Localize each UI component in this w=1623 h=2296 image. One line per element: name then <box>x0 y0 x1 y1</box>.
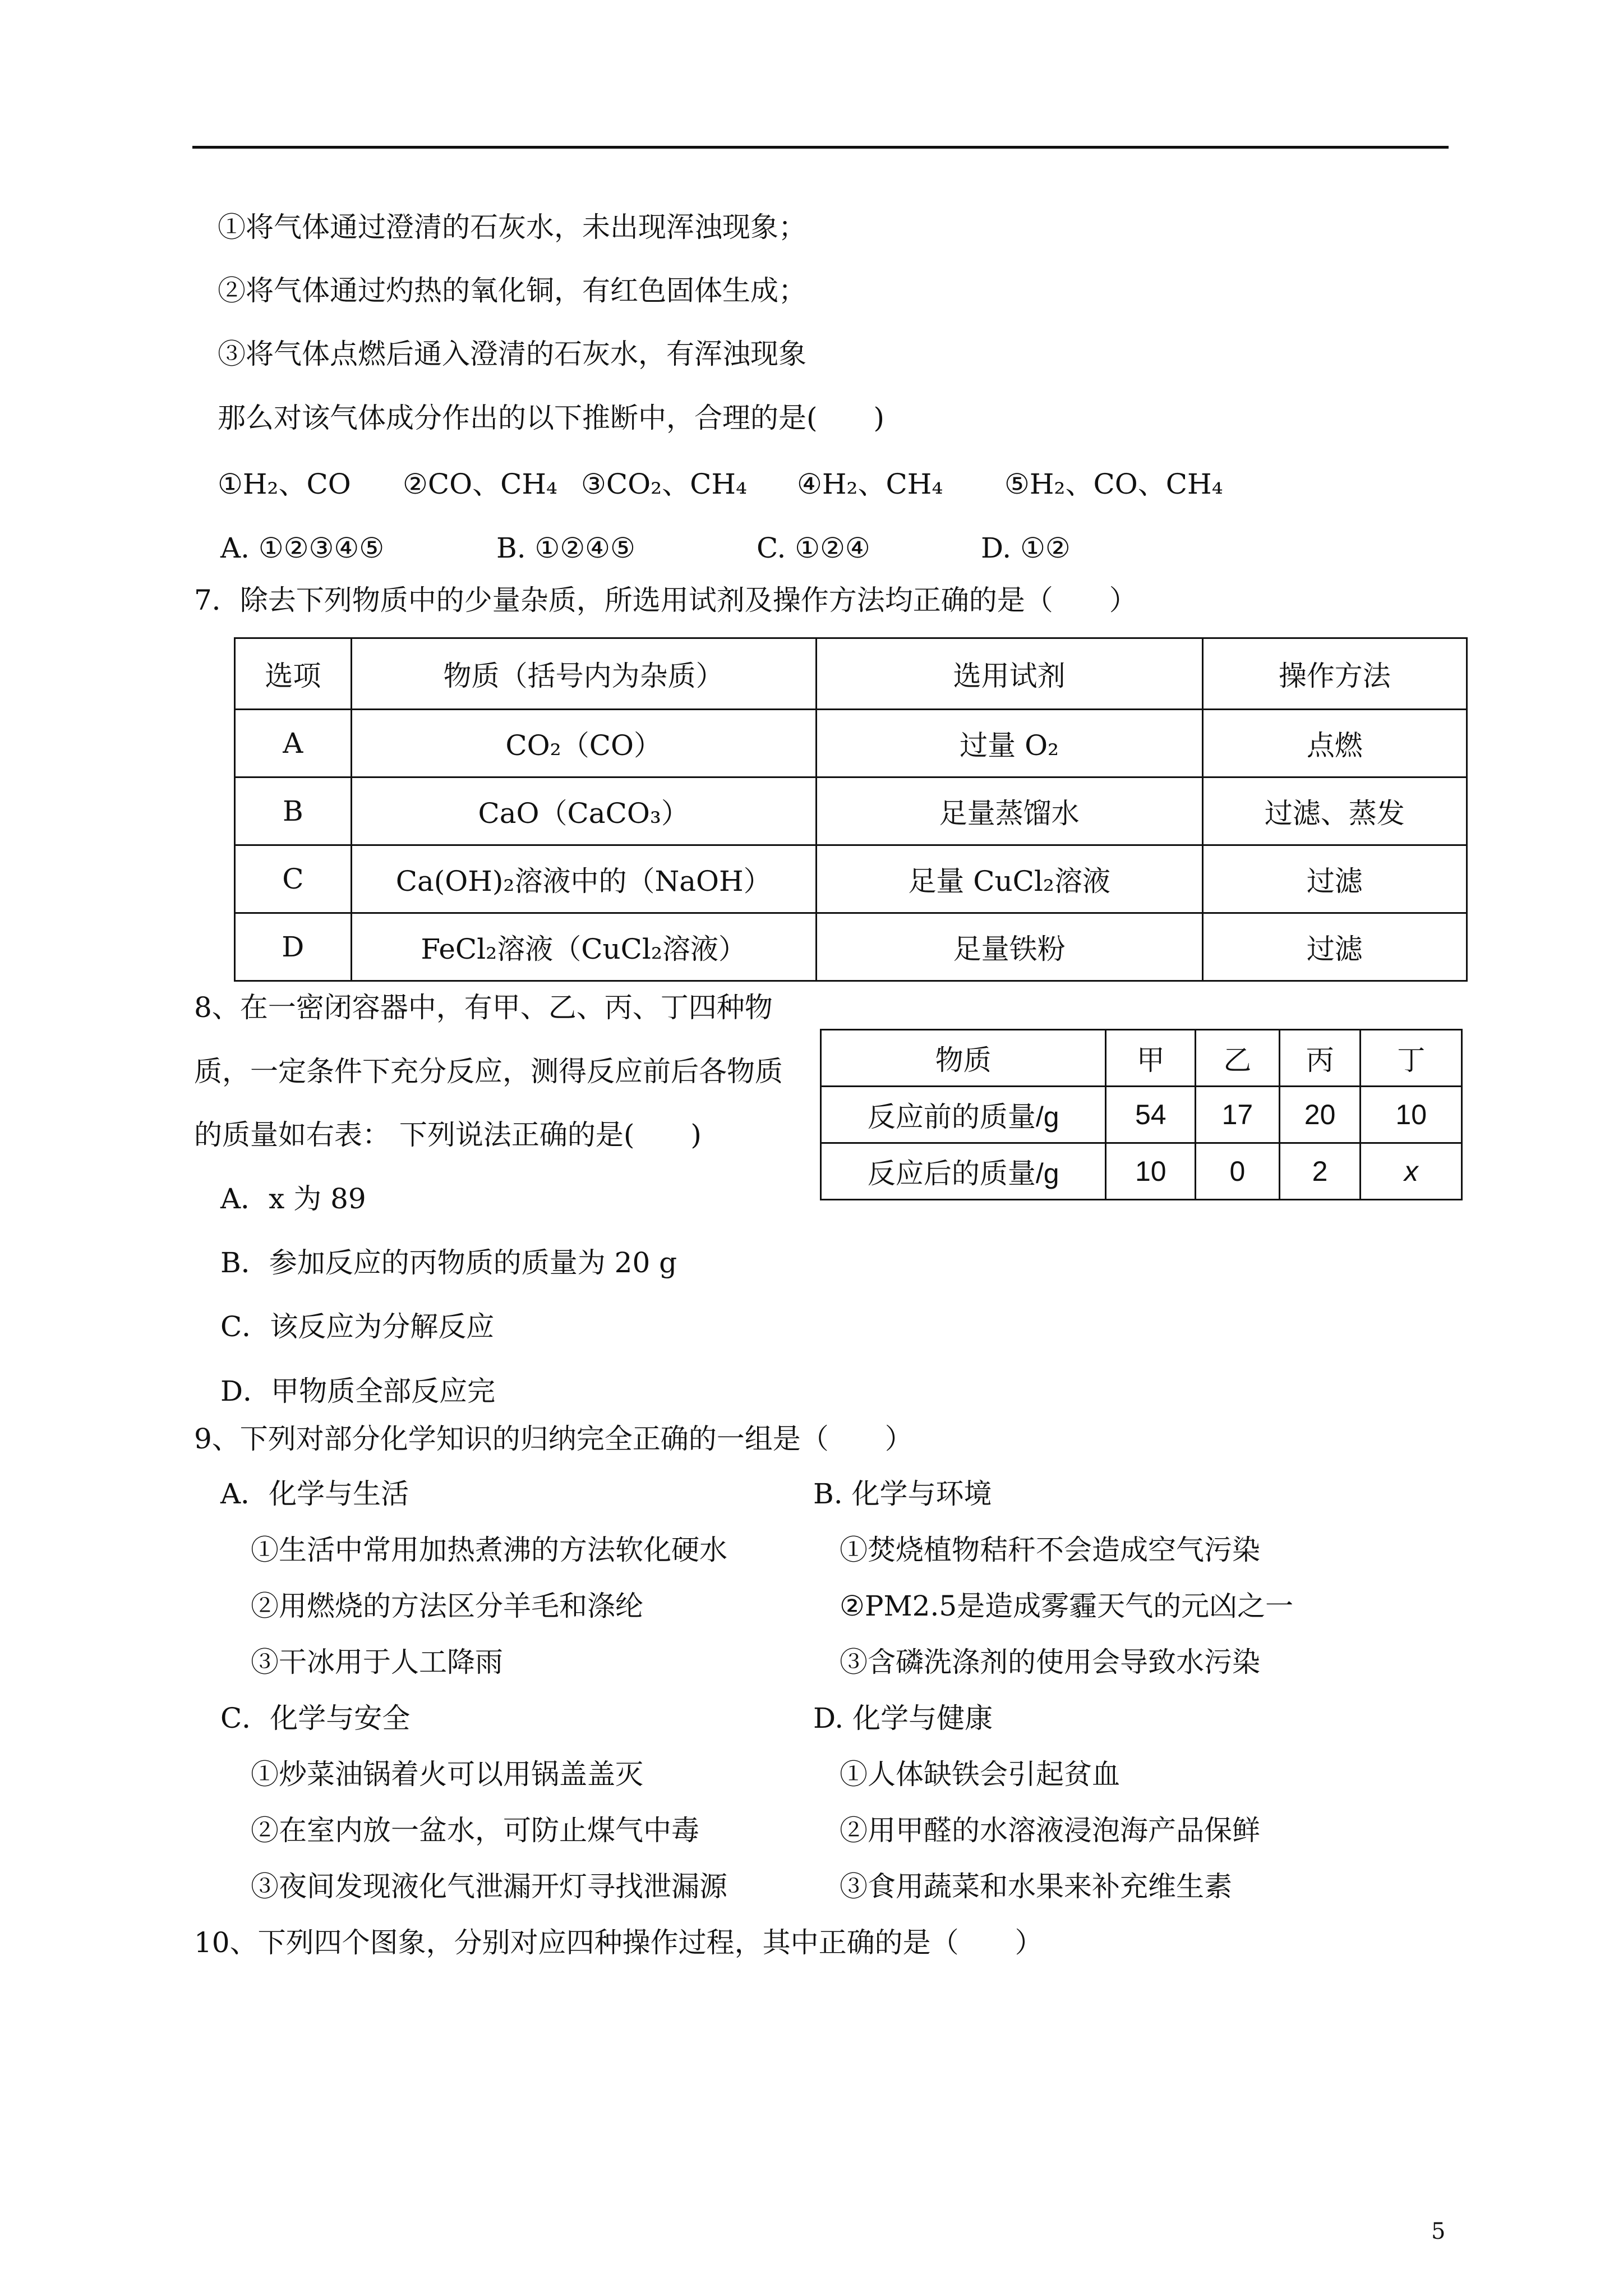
q9-b-item: ①焚烧植物秸秆不会造成空气污染 <box>840 1534 1260 1566</box>
q6-choice-a: A. ①②③④⑤ <box>220 532 385 564</box>
q6-combo-4: ④H₂、CH₄ <box>797 468 943 500</box>
table-row <box>821 1087 1462 1143</box>
table-cell: Ca(OH)₂溶液中的（NaOH） <box>351 845 816 913</box>
table-header-cell: 选项 <box>235 638 352 710</box>
table-cell: 过滤 <box>1202 913 1467 981</box>
header-rule <box>192 146 1449 149</box>
q8-stem-line-2: 质，一定条件下充分反应，测得反应前后各物质 <box>194 1055 783 1088</box>
q8-option-b: B．参加反应的丙物质的质量为 20 g <box>220 1246 677 1279</box>
table-cell: C <box>235 845 352 913</box>
table-header-cell: 乙 <box>1196 1030 1280 1087</box>
q6-choice-d: D. ①② <box>981 532 1071 564</box>
q8-stem-line-1: 8、在一密闭容器中，有甲、乙、丙、丁四种物 <box>194 991 773 1024</box>
q9-a-title: A．化学与生活 <box>220 1478 409 1510</box>
q9-b-title: B. 化学与环境 <box>813 1478 992 1510</box>
table-cell: 足量铁粉 <box>816 913 1202 981</box>
table-cell: 20 <box>1279 1087 1361 1143</box>
table-cell: CaO（CaCO₃） <box>351 777 816 845</box>
q9-d-item: ②用甲醛的水溶液浸泡海产品保鲜 <box>840 1814 1260 1847</box>
q6-choice-b: B. ①②④⑤ <box>496 532 635 564</box>
table-header-cell: 物质（括号内为杂质） <box>351 638 816 710</box>
table-cell: 10 <box>1106 1143 1196 1200</box>
table-cell: 54 <box>1106 1087 1196 1143</box>
table-header-row <box>235 638 1467 710</box>
table-row <box>235 710 1467 777</box>
table-cell: 反应前的质量/g <box>821 1087 1106 1143</box>
q9-a-item: ②用燃烧的方法区分羊毛和涤纶 <box>251 1590 643 1622</box>
table-cell: 足量蒸馏水 <box>816 777 1202 845</box>
table-cell: 过滤 <box>1202 845 1467 913</box>
table-cell: B <box>235 777 352 845</box>
table-cell: D <box>235 913 352 981</box>
table-cell: A <box>235 710 352 777</box>
table-header-cell: 甲 <box>1106 1030 1196 1087</box>
q6-combo-2: ②CO、CH₄ <box>403 468 557 500</box>
q6-step-1: ①将气体通过澄清的石灰水，未出现浑浊现象； <box>218 211 806 243</box>
q7-stem: 7．除去下列物质中的少量杂质，所选用试剂及操作方法均正确的是（ ） <box>194 584 1137 616</box>
q6-step-3: ③将气体点燃后通入澄清的石灰水，有浑浊现象 <box>218 338 806 370</box>
table-cell: FeCl₂溶液（CuCl₂溶液） <box>351 913 816 981</box>
q9-d-title: D. 化学与健康 <box>813 1702 993 1734</box>
q9-d-item: ①人体缺铁会引起贫血 <box>840 1758 1120 1791</box>
q9-a-item: ③干冰用于人工降雨 <box>251 1646 503 1678</box>
q9-c-item: ③夜间发现液化气泄漏开灯寻找泄漏源 <box>251 1870 727 1903</box>
q9-b-item: ②PM2.5是造成雾霾天气的元凶之一 <box>840 1590 1294 1622</box>
page-number: 5 <box>1431 2219 1446 2244</box>
table-header-cell: 操作方法 <box>1202 638 1467 710</box>
table-header-cell: 选用试剂 <box>816 638 1202 710</box>
q6-combos <box>218 466 1223 503</box>
q8-option-d: D．甲物质全部反应完 <box>220 1375 496 1407</box>
q9-stem: 9、下列对部分化学知识的归纳完全正确的一组是（ ） <box>194 1423 913 1455</box>
table-cell: 0 <box>1196 1143 1280 1200</box>
table-row <box>235 845 1467 913</box>
q8-option-a: A．x 为 89 <box>220 1182 366 1215</box>
table-cell: 足量 CuCl₂溶液 <box>816 845 1202 913</box>
q9-d-item: ③食用蔬菜和水果来补充维生素 <box>840 1870 1232 1903</box>
table-cell: 过量 O₂ <box>816 710 1202 777</box>
q6-combo-1: ①H₂、CO <box>218 468 351 500</box>
q9-c-item: ②在室内放一盆水，可防止煤气中毒 <box>251 1814 699 1847</box>
q6-step-2: ②将气体通过灼热的氧化铜，有红色固体生成； <box>218 274 806 307</box>
table-cell: 2 <box>1279 1143 1361 1200</box>
table-cell: 10 <box>1361 1087 1462 1143</box>
table-row <box>235 777 1467 845</box>
q8-mass-table <box>820 1029 1463 1200</box>
table-cell: CO₂（CO） <box>351 710 816 777</box>
q6-choice-c: C. ①②④ <box>757 532 870 564</box>
table-cell: 点燃 <box>1202 710 1467 777</box>
q9-c-title: C．化学与安全 <box>220 1702 411 1734</box>
q9-a-item: ①生活中常用加热煮沸的方法软化硬水 <box>251 1534 727 1566</box>
q6-choices <box>220 530 1071 567</box>
q9-c-item: ①炒菜油锅着火可以用锅盖盖灭 <box>251 1758 643 1791</box>
q6-question: 那么对该气体成分作出的以下推断中，合理的是( ) <box>218 402 885 434</box>
q9-b-item: ③含磷洗涤剂的使用会导致水污染 <box>840 1646 1260 1678</box>
table-row <box>235 913 1467 981</box>
q7-table <box>234 637 1468 982</box>
table-cell: x <box>1361 1143 1462 1200</box>
table-row <box>821 1143 1462 1200</box>
q8-option-c: C．该反应为分解反应 <box>220 1310 495 1343</box>
q6-combo-3: ③CO₂、CH₄ <box>581 468 748 500</box>
table-cell: 过滤、蒸发 <box>1202 777 1467 845</box>
q10-stem: 10、下列四个图象，分别对应四种操作过程，其中正确的是（ ） <box>194 1926 1043 1959</box>
table-header-cell: 丁 <box>1361 1030 1462 1087</box>
table-cell: 17 <box>1196 1087 1280 1143</box>
table-header-cell: 物质 <box>821 1030 1106 1087</box>
q8-stem-line-3: 的质量如右表： 下列说法正确的是( ) <box>194 1119 702 1151</box>
table-header-row <box>821 1030 1462 1087</box>
table-cell: 反应后的质量/g <box>821 1143 1106 1200</box>
q6-combo-5: ⑤H₂、CO、CH₄ <box>1004 468 1223 500</box>
table-header-cell: 丙 <box>1279 1030 1361 1087</box>
